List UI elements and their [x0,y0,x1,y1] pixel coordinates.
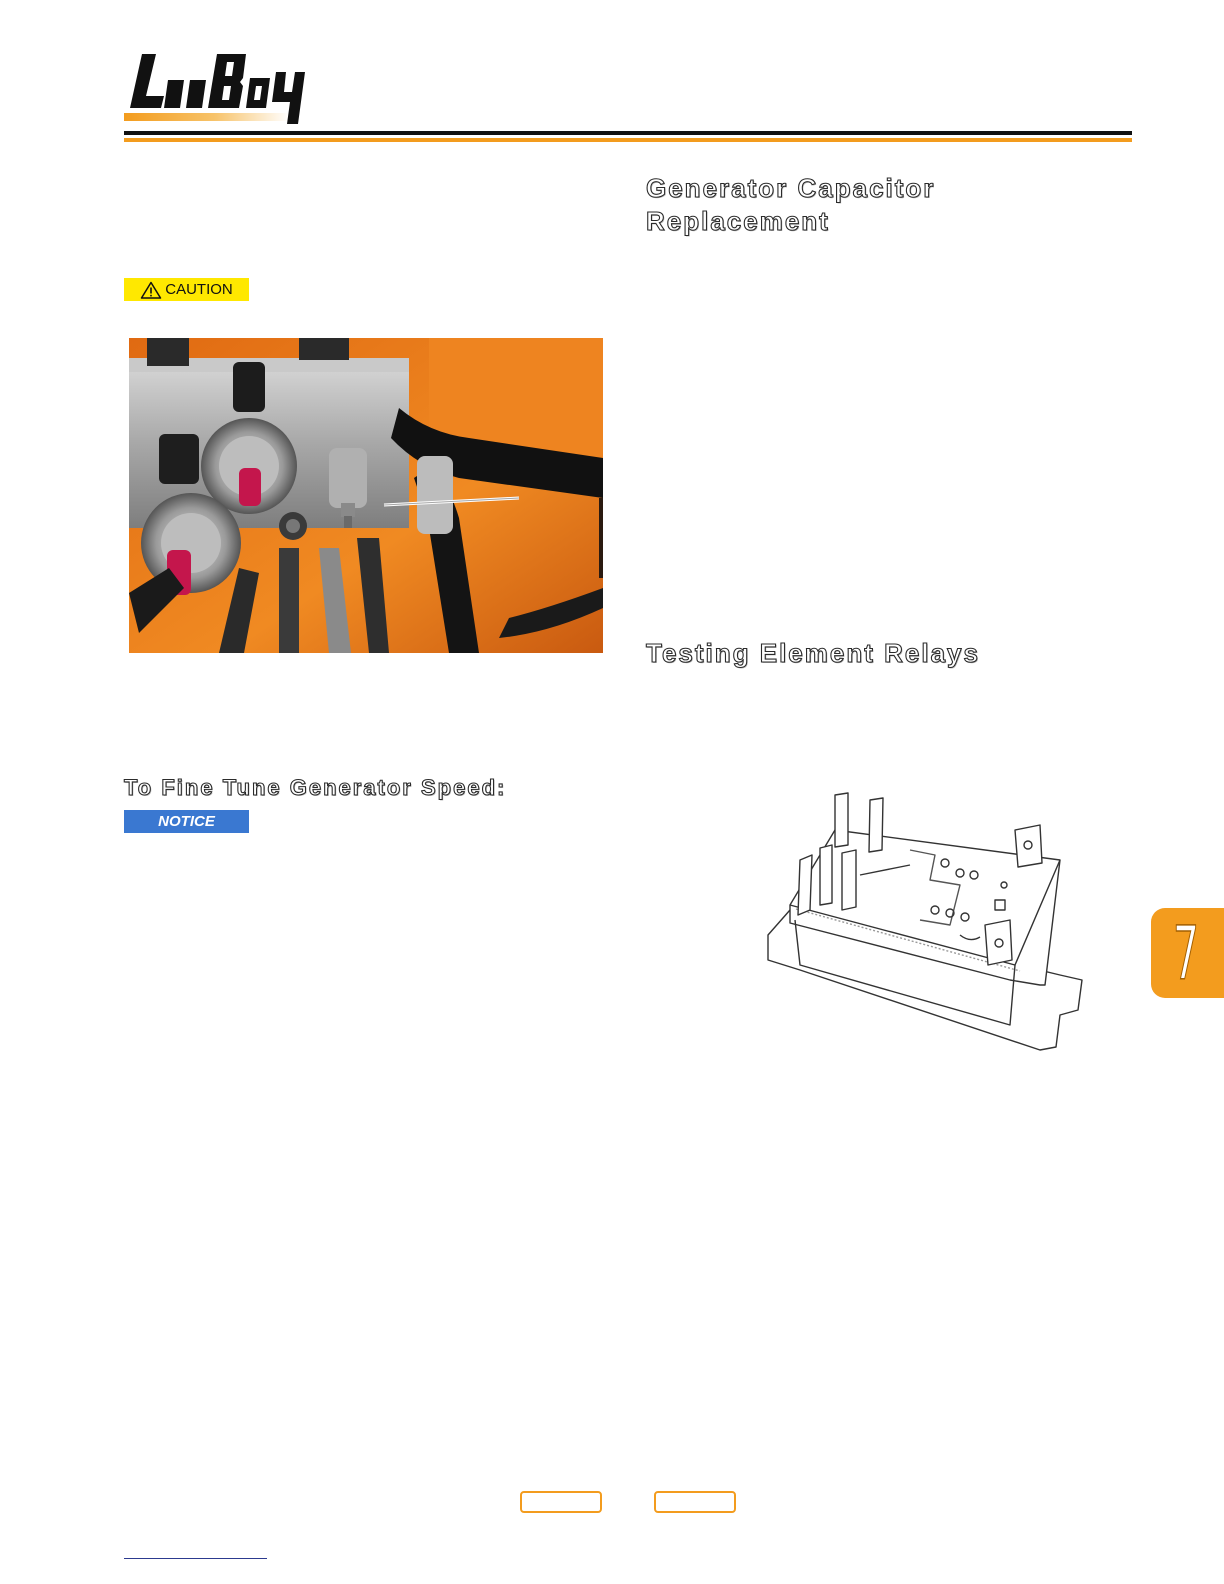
warning-triangle-icon [140,281,162,299]
header-rule-orange [124,138,1132,142]
chapter-tab[interactable] [1151,908,1224,998]
caution-text: CAUTION [165,281,233,298]
notice-text: NOTICE [158,813,215,830]
element-relay-drawing [760,785,1090,1057]
caution-label [124,278,249,301]
notice-label [124,810,249,833]
previous-page-button[interactable] [520,1491,602,1513]
section-heading-testing-relays: Testing Element Relays [646,638,980,668]
leeboy-logo [122,48,327,126]
chapter-number: 7 [1172,911,1200,997]
next-page-button[interactable] [654,1491,736,1513]
section-heading-fine-tune: To Fine Tune Generator Speed: [124,775,507,800]
footer-link-underline[interactable] [124,1558,267,1559]
header-rule-black [124,131,1132,135]
generator-valve-photo [129,338,603,653]
section-heading-generator-capacitor: Generator Capacitor Replacement [646,173,936,236]
